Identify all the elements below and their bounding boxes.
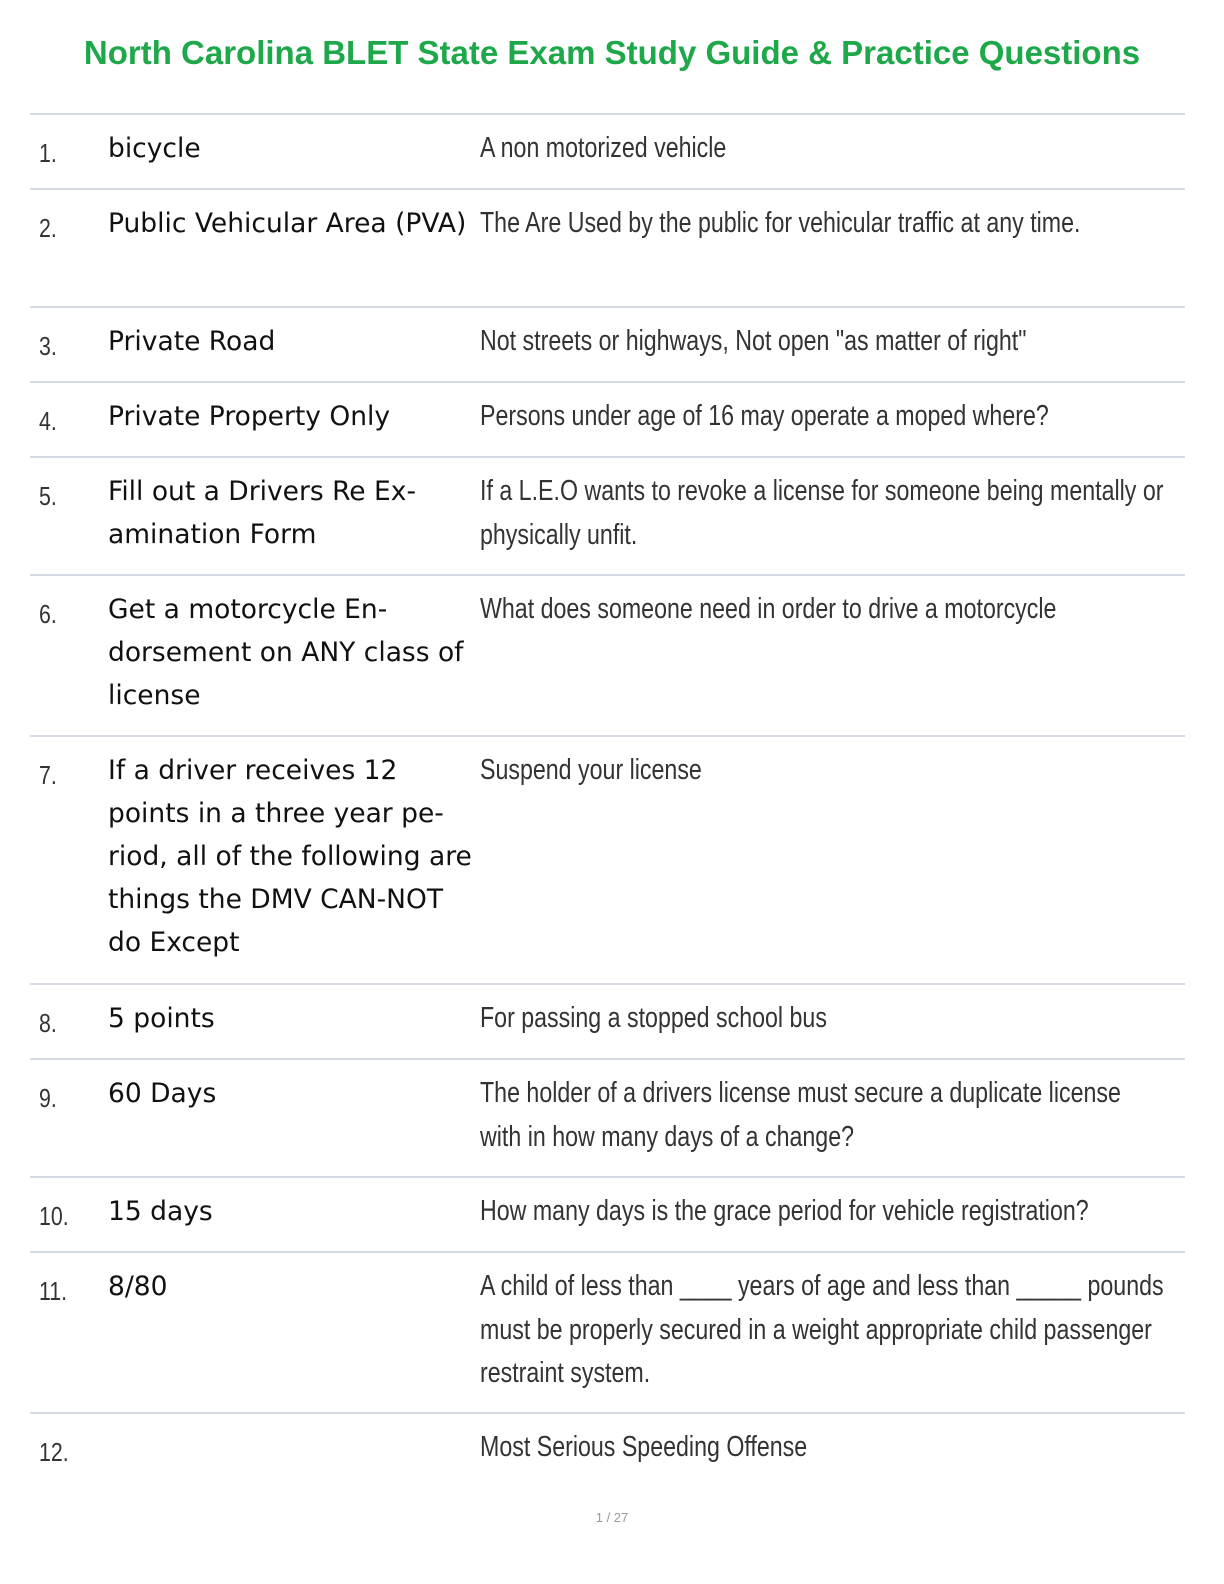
item-definition: Persons under age of 16 may operate a moped where?: [480, 400, 1049, 432]
item-number: 1.: [39, 138, 57, 168]
flashcard-list: [30, 113, 1185, 1489]
item-number: 10.: [39, 1201, 69, 1231]
item-term: 8/80: [108, 1271, 168, 1302]
item-number: 6.: [39, 599, 57, 629]
item-term: 15 days: [108, 1196, 213, 1227]
list-item: [30, 458, 1185, 576]
item-term: Fill out a Drivers Re Ex-amination Form: [108, 476, 417, 550]
item-number: 8.: [39, 1008, 57, 1038]
item-term: 60 Days: [108, 1078, 217, 1109]
list-item: [30, 985, 1185, 1060]
item-number: 9.: [39, 1083, 57, 1113]
list-item: [30, 115, 1185, 190]
item-number: 5.: [39, 481, 57, 511]
list-item: [30, 576, 1185, 737]
item-term: 5 points: [108, 1003, 215, 1034]
list-item: [30, 1253, 1185, 1414]
item-definition: Not streets or highways, Not open "as matter of right": [480, 325, 1027, 357]
item-definition: The holder of a drivers license must secure a duplicate license with in how many days of a change?: [480, 1077, 1121, 1153]
item-number: 11.: [39, 1276, 68, 1306]
item-number: 4.: [39, 406, 57, 436]
list-item: [30, 1060, 1185, 1178]
item-definition: If a L.E.O wants to revoke a license for someone being mentally or physically unfit.: [480, 475, 1164, 551]
item-term: Private Property Only: [108, 401, 391, 432]
item-number: 7.: [39, 760, 57, 790]
item-definition: A child of less than ____ years of age and less than _____ pounds must be properly secured in a weight appropriate child passenger restraint system.: [480, 1270, 1164, 1389]
item-definition: A non motorized vehicle: [480, 132, 727, 164]
list-item: [30, 1178, 1185, 1253]
item-definition: The Are Used by the public for vehicular traffic at any time.: [480, 207, 1081, 239]
item-term: Get a motorcycle En-dorsement on ANY class of license: [108, 594, 464, 711]
item-term: Private Road: [108, 326, 276, 357]
list-item: [30, 190, 1185, 308]
item-definition: For passing a stopped school bus: [480, 1002, 827, 1034]
item-number: 2.: [39, 213, 57, 243]
page-indicator: 1 / 27: [595, 1510, 629, 1525]
item-definition: How many days is the grace period for vehicle registration?: [480, 1195, 1089, 1227]
page-title: North Carolina BLET State Exam Study Guide & Practice Questions: [83, 34, 1141, 71]
item-term: Public Vehicular Area (PVA): [108, 208, 467, 239]
list-item: [30, 308, 1185, 383]
list-item: [30, 737, 1185, 985]
item-definition: What does someone need in order to drive a motorcycle: [480, 593, 1057, 625]
item-number: 3.: [39, 331, 57, 361]
item-number: 12.: [39, 1437, 69, 1467]
item-definition: Suspend your license: [480, 754, 702, 786]
item-term: bicycle: [108, 133, 201, 164]
list-item: [30, 383, 1185, 458]
item-definition: Most Serious Speeding Offense: [480, 1431, 808, 1463]
item-term: If a driver receives 12 points in a three year pe-riod, all of the following are things the DMV CAN-NOT do Except: [108, 755, 472, 958]
list-item: [30, 1414, 1185, 1489]
